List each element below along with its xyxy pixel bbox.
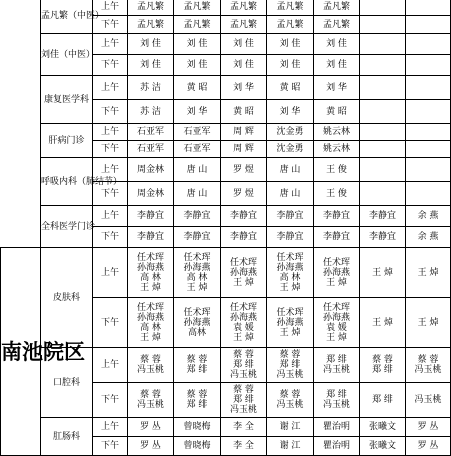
schedule-cell — [360, 34, 406, 55]
schedule-cell: 苏 洁 — [128, 100, 174, 124]
doctor-name: 高 林 — [140, 322, 161, 333]
schedule-cell — [360, 141, 406, 158]
schedule-row — [1, 34, 451, 55]
schedule-cell: 刘 佳 — [221, 55, 267, 76]
doctor-name: 孙海燕 — [322, 267, 350, 278]
schedule-cell: 瞿治明 — [314, 437, 360, 456]
department-label: 孟凡繁（中医） — [41, 0, 93, 34]
schedule-cell — [360, 124, 406, 141]
schedule-row — [1, 124, 451, 141]
schedule-cell: 曾晓梅 — [174, 437, 221, 456]
department-label: 全科医学门诊 — [41, 206, 93, 248]
schedule-cell — [314, 348, 360, 383]
schedule-cell — [174, 383, 221, 418]
doctor-name: 任术珲 — [322, 257, 350, 268]
doctor-name: 冯玉桃 — [229, 370, 257, 380]
schedule-cell: 周金林 — [128, 158, 174, 182]
doctor-name: 蔡 蓉 — [279, 350, 301, 360]
schedule-cell: 唐 山 — [174, 158, 221, 182]
schedule-cell: 唐 山 — [267, 158, 314, 182]
schedule-cell — [221, 348, 267, 383]
schedule-cell: 李静宜 — [221, 227, 267, 248]
schedule-cell: 黄 昭 — [221, 100, 267, 124]
schedule-cell: 刘 华 — [267, 100, 314, 124]
schedule-cell — [406, 34, 451, 55]
schedule-cell: 谢 江 — [267, 437, 314, 456]
doctor-name: 郑 绯 — [186, 365, 208, 375]
schedule-cell: 罗 丛 — [128, 437, 174, 456]
schedule-cell: 孟凡繁 — [314, 16, 360, 34]
schedule-cell: 刘 佳 — [221, 34, 267, 55]
schedule-cell: 孟凡繁 — [221, 0, 267, 16]
schedule-cell: 罗 煜 — [221, 182, 267, 206]
department-label: 肛肠科 — [41, 418, 93, 456]
schedule-cell: 石亚军 — [174, 141, 221, 158]
schedule-cell: 石亚军 — [128, 141, 174, 158]
doctor-name: 冯玉桃 — [322, 400, 350, 410]
period-label: 上午 — [93, 418, 128, 437]
period-label: 上午 — [93, 158, 128, 182]
schedule-cell: 李静宜 — [314, 206, 360, 227]
schedule-cell — [267, 383, 314, 418]
schedule-cell: 李静宜 — [360, 227, 406, 248]
doctor-name: 蔡 蓉 — [186, 390, 208, 400]
doctor-name: 蔡 蓉 — [140, 390, 161, 400]
schedule-cell — [360, 0, 406, 16]
schedule-cell — [267, 348, 314, 383]
schedule-cell: 李静宜 — [128, 206, 174, 227]
schedule-cell — [406, 158, 451, 182]
schedule-cell: 沈金勇 — [267, 124, 314, 141]
doctor-name: 孙海燕 — [276, 262, 304, 273]
schedule-cell — [314, 248, 360, 298]
doctor-name: 郑 绯 — [372, 365, 393, 375]
schedule-cell: 刘 华 — [314, 76, 360, 100]
department-label: 口腔科 — [41, 348, 93, 418]
doctor-name: 任术珲 — [136, 252, 164, 263]
schedule-cell: 苏 洁 — [128, 76, 174, 100]
period-label: 上午 — [93, 248, 128, 298]
period-label: 下午 — [93, 55, 128, 76]
schedule-cell: 黄 昭 — [314, 100, 360, 124]
department-label: 刘佳（中医） — [41, 34, 93, 76]
schedule-cell — [174, 298, 221, 348]
schedule-cell: 沈金勇 — [267, 141, 314, 158]
doctor-name: 郑 绯 — [233, 395, 254, 405]
doctor-name: 王 焯 — [233, 277, 254, 288]
period-label: 下午 — [93, 383, 128, 418]
doctor-name: 蔡 蓉 — [140, 355, 161, 365]
schedule-cell — [406, 182, 451, 206]
schedule-cell: 王 焯 — [360, 248, 406, 298]
schedule-cell: 黄 昭 — [267, 76, 314, 100]
schedule-cell: 姚云林 — [314, 124, 360, 141]
doctor-name: 郑 绯 — [233, 360, 254, 370]
doctor-name: 王 焯 — [279, 327, 301, 338]
schedule-cell: 王 俊 — [314, 182, 360, 206]
schedule-cell: 刘 佳 — [128, 55, 174, 76]
schedule-cell: 刘 佳 — [128, 34, 174, 55]
department-label: 皮肤科 — [41, 248, 93, 348]
schedule-cell: 孟凡繁 — [267, 16, 314, 34]
doctor-name: 任术珲 — [276, 307, 304, 318]
doctor-name: 任术珲 — [183, 307, 211, 318]
schedule-cell — [406, 141, 451, 158]
doctor-name: 高 林 — [279, 272, 301, 283]
schedule-cell — [267, 248, 314, 298]
period-label: 上午 — [93, 206, 128, 227]
schedule-cell: 唐 山 — [267, 182, 314, 206]
schedule-cell — [314, 298, 360, 348]
schedule-cell: 周金林 — [128, 182, 174, 206]
schedule-cell — [360, 55, 406, 76]
doctor-name: 王 焯 — [233, 332, 254, 343]
schedule-cell: 孟凡繁 — [174, 16, 221, 34]
schedule-cell — [406, 348, 451, 383]
schedule-cell — [360, 348, 406, 383]
schedule-cell — [128, 298, 174, 348]
schedule-cell: 周 辉 — [221, 124, 267, 141]
schedule-cell: 罗 煜 — [221, 158, 267, 182]
doctor-name: 蔡 蓉 — [372, 355, 393, 365]
schedule-cell: 余 燕 — [406, 206, 451, 227]
doctor-name: 冯玉桃 — [136, 365, 164, 375]
schedule-cell: 孟凡繁 — [174, 0, 221, 16]
schedule-cell: 李 全 — [221, 437, 267, 456]
doctor-name: 高 林 — [186, 272, 208, 283]
schedule-cell: 李静宜 — [360, 206, 406, 227]
schedule-cell: 周 辉 — [221, 141, 267, 158]
doctor-name: 袁 媛 — [233, 322, 254, 333]
schedule-cell: 孟凡繁 — [314, 0, 360, 16]
schedule-cell: 曾晓梅 — [174, 418, 221, 437]
schedule-cell: 谢 江 — [267, 418, 314, 437]
doctor-name: 孙海燕 — [136, 312, 164, 323]
schedule-cell — [406, 100, 451, 124]
schedule-cell: 冯玉桃 — [406, 383, 451, 418]
schedule-cell — [406, 16, 451, 34]
doctor-name: 高林 — [187, 327, 206, 338]
doctor-name: 孙海燕 — [229, 267, 257, 278]
doctor-name: 王 焯 — [140, 282, 161, 293]
schedule-cell: 刘 佳 — [314, 34, 360, 55]
schedule-cell: 孟凡繁 — [267, 0, 314, 16]
schedule-row — [1, 158, 451, 182]
schedule-cell: 王 俊 — [314, 158, 360, 182]
schedule-cell — [221, 248, 267, 298]
region-blank-cell — [1, 0, 41, 248]
schedule-cell — [128, 248, 174, 298]
schedule-cell: 孟凡繁 — [128, 16, 174, 34]
schedule-cell — [360, 16, 406, 34]
schedule-cell: 李静宜 — [314, 227, 360, 248]
doctor-name: 任术珲 — [136, 302, 164, 313]
schedule-cell: 石亚军 — [128, 124, 174, 141]
schedule-row — [1, 206, 451, 227]
period-label: 下午 — [93, 182, 128, 206]
doctor-name: 蔡 蓉 — [417, 355, 439, 365]
schedule-cell — [360, 182, 406, 206]
period-label: 上午 — [93, 348, 128, 383]
schedule-cell: 刘 华 — [221, 76, 267, 100]
period-label: 下午 — [93, 298, 128, 348]
doctor-name: 蔡 蓉 — [233, 350, 254, 360]
schedule-cell: 李静宜 — [174, 206, 221, 227]
doctor-name: 任术珲 — [276, 252, 304, 263]
schedule-cell: 罗 丛 — [406, 418, 451, 437]
doctor-name: 袁 媛 — [326, 322, 347, 333]
period-label: 下午 — [93, 141, 128, 158]
period-label: 上午 — [93, 0, 128, 16]
doctor-name: 蔡 蓉 — [186, 355, 208, 365]
doctor-name: 任术珲 — [183, 252, 211, 263]
region-label: 南池院区 — [1, 248, 41, 456]
period-label: 上午 — [93, 76, 128, 100]
doctor-name: 高 林 — [140, 272, 161, 283]
schedule-cell — [406, 76, 451, 100]
schedule-cell — [128, 383, 174, 418]
schedule-cell — [360, 100, 406, 124]
schedule-cell — [221, 298, 267, 348]
doctor-name: 孙海燕 — [183, 317, 211, 328]
schedule-cell — [406, 0, 451, 16]
schedule-cell — [174, 248, 221, 298]
doctor-name: 任术珲 — [229, 257, 257, 268]
doctor-name: 冯玉桃 — [229, 405, 257, 415]
schedule-cell: 郑 绯 — [360, 383, 406, 418]
schedule-cell — [406, 124, 451, 141]
doctor-name: 任术珲 — [322, 302, 350, 313]
schedule-cell: 王 焯 — [406, 298, 451, 348]
schedule-cell — [128, 348, 174, 383]
schedule-row — [1, 76, 451, 100]
period-label: 下午 — [93, 16, 128, 34]
schedule-row — [1, 0, 451, 16]
doctor-name: 郑 绯 — [279, 360, 301, 370]
schedule-cell: 孟凡繁 — [128, 0, 174, 16]
doctor-name: 冯玉桃 — [414, 365, 442, 375]
schedule-row — [1, 418, 451, 437]
doctor-name: 冯玉桃 — [276, 400, 304, 410]
doctor-name: 冯玉桃 — [276, 370, 304, 380]
schedule-cell: 李 全 — [221, 418, 267, 437]
schedule-cell — [360, 76, 406, 100]
period-label: 下午 — [93, 227, 128, 248]
doctor-name: 冯玉桃 — [136, 400, 164, 410]
department-label: 呼吸内科（肺结节） — [41, 158, 93, 206]
schedule-cell: 刘 佳 — [314, 55, 360, 76]
schedule-cell: 黄 昭 — [174, 76, 221, 100]
schedule-cell: 刘 佳 — [267, 34, 314, 55]
schedule-row — [1, 248, 451, 298]
schedule-cell: 李静宜 — [128, 227, 174, 248]
schedule-cell: 李静宜 — [221, 206, 267, 227]
doctor-name: 郑 绯 — [326, 355, 347, 365]
schedule-cell — [314, 383, 360, 418]
schedule-cell — [221, 383, 267, 418]
schedule-cell: 石亚军 — [174, 124, 221, 141]
schedule-cell: 张曦文 — [360, 418, 406, 437]
schedule-cell — [267, 298, 314, 348]
doctor-name: 王 焯 — [279, 282, 301, 293]
doctor-name: 孙海燕 — [229, 312, 257, 323]
department-label: 肝病门诊 — [41, 124, 93, 158]
schedule-cell — [406, 55, 451, 76]
schedule-cell: 王 焯 — [406, 248, 451, 298]
schedule-cell: 刘 佳 — [267, 55, 314, 76]
schedule-cell: 姚云林 — [314, 141, 360, 158]
schedule-cell: 余 燕 — [406, 227, 451, 248]
doctor-name: 孙海燕 — [136, 262, 164, 273]
doctor-name: 王 焯 — [326, 332, 347, 343]
doctor-name: 蔡 蓉 — [279, 390, 301, 400]
schedule-cell: 唐 山 — [174, 182, 221, 206]
schedule-cell: 瞿治明 — [314, 418, 360, 437]
doctor-name: 王 焯 — [326, 277, 347, 288]
doctor-name: 孙海燕 — [276, 317, 304, 328]
doctor-name: 蔡 蓉 — [233, 385, 254, 395]
department-label: 康复医学科 — [41, 76, 93, 124]
schedule-cell: 刘 佳 — [174, 55, 221, 76]
schedule-cell — [360, 158, 406, 182]
period-label: 上午 — [93, 124, 128, 141]
doctor-name: 任术珲 — [229, 302, 257, 313]
period-label: 下午 — [93, 437, 128, 456]
doctor-name: 冯玉桃 — [322, 365, 350, 375]
schedule-cell: 王 焯 — [360, 298, 406, 348]
doctor-name: 王 焯 — [186, 282, 208, 293]
doctor-name: 王 焯 — [140, 332, 161, 343]
schedule-cell: 李静宜 — [174, 227, 221, 248]
period-label: 下午 — [93, 100, 128, 124]
schedule-cell: 张曦文 — [360, 437, 406, 456]
doctor-name: 孙海燕 — [322, 312, 350, 323]
doctor-name: 郑 绯 — [326, 390, 347, 400]
schedule-cell: 刘 佳 — [174, 34, 221, 55]
schedule-cell: 罗 丛 — [128, 418, 174, 437]
schedule-cell: 李静宜 — [267, 206, 314, 227]
period-label: 上午 — [93, 34, 128, 55]
schedule-cell: 罗 丛 — [406, 437, 451, 456]
schedule-cell — [174, 348, 221, 383]
schedule-cell: 李静宜 — [267, 227, 314, 248]
doctor-name: 孙海燕 — [183, 262, 211, 273]
schedule-cell: 孟凡繁 — [221, 16, 267, 34]
schedule-cell: 刘 华 — [174, 100, 221, 124]
doctor-name: 郑 绯 — [186, 400, 208, 410]
